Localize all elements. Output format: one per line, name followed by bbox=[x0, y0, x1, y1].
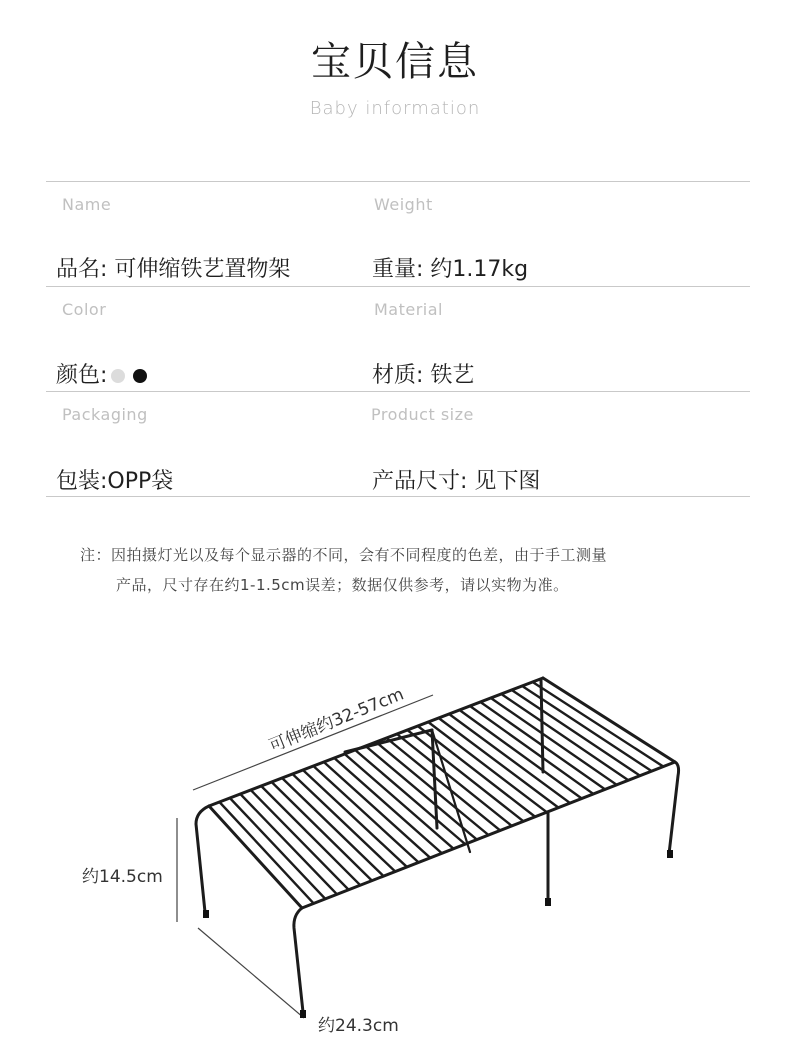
depth-dimension-label: 约24.3cm bbox=[318, 1016, 399, 1036]
material-label-en: Material bbox=[374, 300, 443, 319]
page-title: 宝贝信息 bbox=[311, 39, 479, 85]
size-label-en: Product size bbox=[371, 405, 474, 424]
rack-slat bbox=[261, 786, 360, 885]
packaging-label-en: Packaging bbox=[62, 405, 148, 424]
rack-slat bbox=[219, 802, 313, 903]
note-line-2: 产品，尺寸存在约1-1.5cm误差；数据仅供参考，请以实物为准。 bbox=[116, 576, 569, 594]
name-value: 品名: 可伸缩铁艺置物架 bbox=[56, 257, 291, 282]
divider-bottom bbox=[46, 496, 750, 497]
divider-top bbox=[46, 181, 750, 182]
divider-row1 bbox=[46, 286, 750, 287]
color-swatch-light bbox=[111, 369, 125, 383]
weight-label-en: Weight bbox=[374, 195, 433, 214]
rack-leg-front-left bbox=[294, 908, 303, 1012]
height-dimension-label: 约14.5cm bbox=[82, 867, 163, 887]
rack-slat bbox=[272, 782, 372, 881]
rack-slat bbox=[303, 770, 407, 867]
rack-slat bbox=[230, 798, 325, 899]
rack-right-edge bbox=[543, 678, 675, 762]
color-value bbox=[56, 358, 147, 389]
rack-foot bbox=[203, 910, 209, 918]
material-value: 材质: 铁艺 bbox=[372, 363, 475, 388]
rack-body bbox=[196, 678, 679, 1012]
packaging-value: 包装:OPP袋 bbox=[56, 469, 174, 494]
rack-leg-back-left bbox=[196, 806, 209, 912]
rack-slat bbox=[313, 766, 418, 862]
size-value: 产品尺寸: 见下图 bbox=[372, 469, 541, 494]
rack-slat bbox=[355, 750, 465, 844]
name-label-en: Name bbox=[62, 195, 112, 214]
rack-slat bbox=[345, 754, 454, 849]
rack-slat bbox=[533, 682, 664, 767]
rack-illustration bbox=[0, 640, 790, 1054]
color-value-text: 颜色: bbox=[56, 363, 108, 388]
weight-value: 重量: 约1.17kg bbox=[372, 257, 529, 282]
rack-slat bbox=[324, 762, 430, 858]
depth-dimension-line bbox=[198, 928, 304, 1018]
rack-left-edge bbox=[209, 806, 302, 908]
rack-foot bbox=[545, 898, 551, 906]
rack-slide-bar bbox=[345, 730, 432, 752]
color-label-en: Color bbox=[62, 300, 107, 319]
rack-inner-post-back bbox=[541, 680, 543, 772]
rack-leg-front-right bbox=[669, 762, 679, 854]
divider-row2 bbox=[46, 391, 750, 392]
rack-slat bbox=[282, 778, 384, 876]
rack-foot bbox=[300, 1010, 306, 1018]
rack-foot bbox=[667, 850, 673, 858]
rack-slat bbox=[293, 774, 396, 872]
length-dimension-label: 可伸缩约32-57cm bbox=[266, 684, 407, 757]
length-dimension-line bbox=[193, 695, 433, 790]
rack-slat bbox=[334, 758, 442, 853]
note-line-1: 注：因拍摄灯光以及每个显示器的不同，会有不同程度的色差，由于手工测量 bbox=[80, 546, 608, 564]
page-subtitle: Baby information bbox=[309, 98, 481, 119]
rack-slat bbox=[240, 794, 337, 894]
color-swatch-black bbox=[133, 369, 147, 383]
rack-slat bbox=[251, 790, 349, 890]
